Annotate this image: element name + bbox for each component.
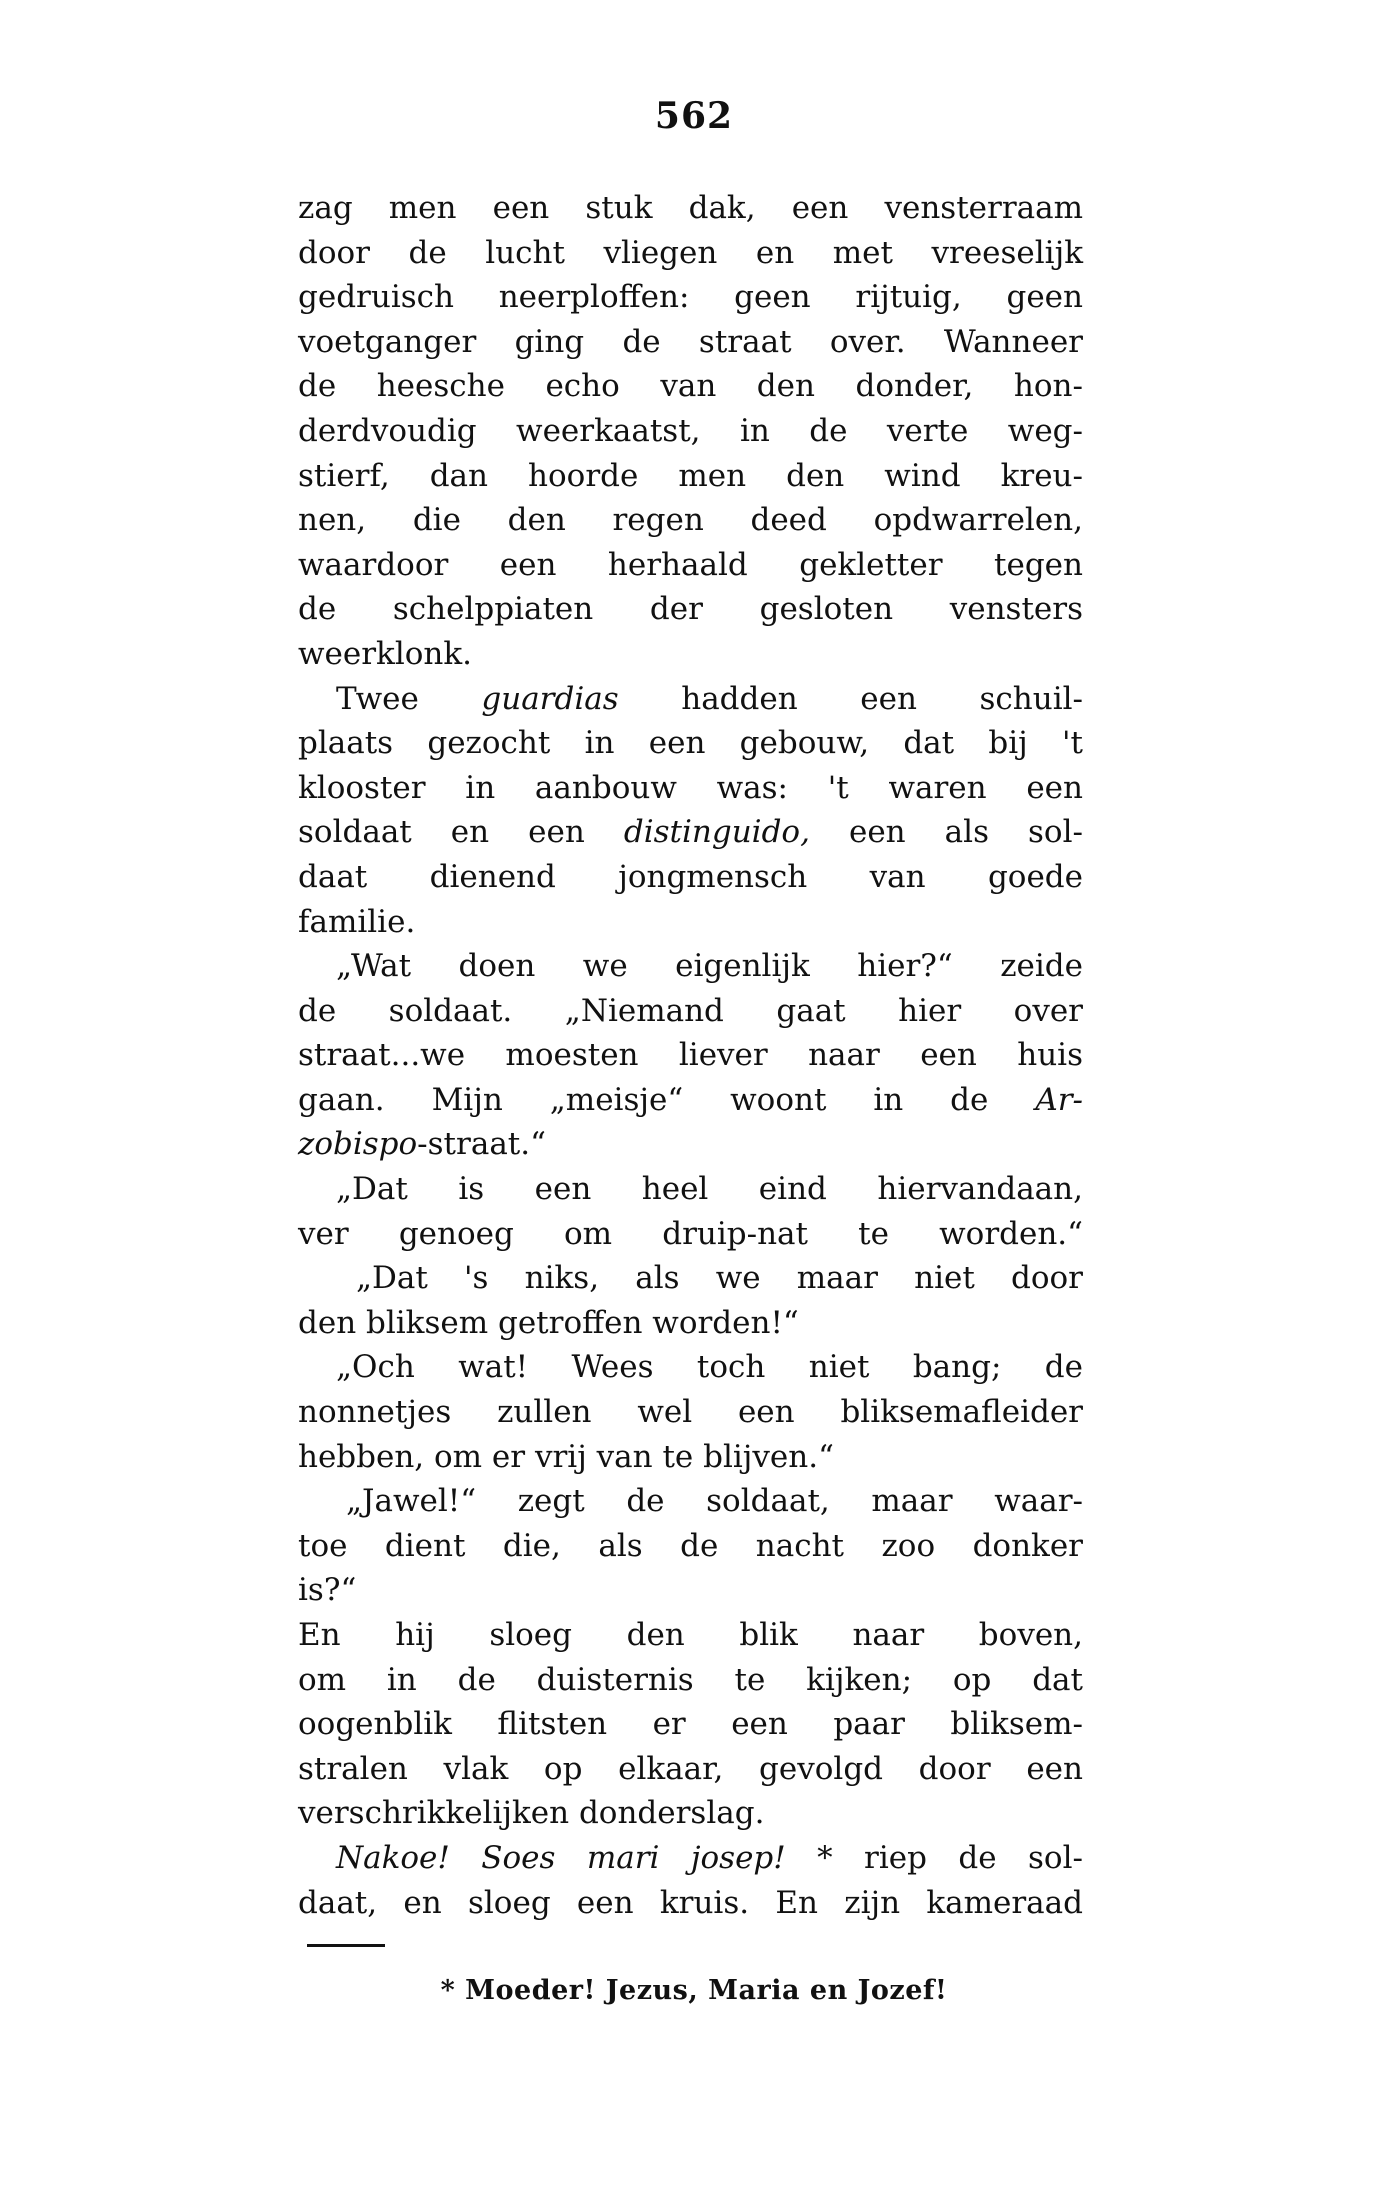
text-line: zag men een stuk dak, een vensterraam	[298, 190, 1083, 226]
text-line: ver genoeg om druip-nat te worden.“	[298, 1215, 1083, 1252]
body-text	[298, 186, 1083, 1925]
text-line: toe dient die, als de nacht zoo donker	[298, 1527, 1083, 1564]
text-line: klooster in aanbouw was: 't waren een	[298, 769, 1083, 806]
text-line: derdvoudig weerkaatst, in de verte weg-	[298, 412, 1083, 449]
footnote: * Moeder! Jezus, Maria en Jozef!	[440, 1975, 948, 2006]
text-line: weerklonk.	[298, 635, 473, 672]
text-line: gedruisch neerploffen: geen rijtuig, geen	[298, 279, 1083, 316]
text-line: „Dat is een heel eind hiervandaan,	[336, 1171, 1083, 1208]
text-line: de soldaat. „Niemand gaat hier over	[298, 992, 1083, 1029]
text-line: En hij sloeg den blik naar boven,	[298, 1617, 1083, 1653]
text-line: de heesche echo van den donder, hon-	[298, 368, 1083, 405]
text-line: zobispo-straat.“	[298, 1126, 546, 1163]
text-line: straat...we moesten liever naar een huis	[298, 1037, 1083, 1074]
text-line: nen, die den regen deed opdwarrelen,	[298, 502, 1083, 539]
text-line: Nakoe! Soes mari josep! * riep de sol-	[336, 1839, 1083, 1876]
text-line: „Wat doen we eigenlijk hier?“ zeide	[336, 948, 1083, 985]
text-line: verschrikkelijken donderslag.	[298, 1795, 765, 1832]
text-line: Twee guardias hadden een schuil-	[336, 680, 1084, 717]
italic-phrase: Nakoe! Soes mari josep!	[336, 1839, 786, 1876]
italic-phrase: zobispo	[298, 1126, 418, 1163]
text-line: om in de duisternis te kijken; op dat	[298, 1661, 1083, 1698]
text-line: familie.	[298, 903, 416, 940]
footnote-divider	[307, 1944, 385, 1947]
text-line: waardoor een herhaald gekletter tegen	[298, 546, 1083, 583]
text-line: gaan. Mijn „meisje“ woont in de Ar-	[298, 1081, 1083, 1118]
page-number: 562	[654, 95, 734, 137]
text-line: „Dat 's niks, als we maar niet door	[356, 1260, 1083, 1297]
text-line: stierf, dan hoorde men den wind kreu-	[298, 457, 1083, 494]
text-line: oogenblik flitsten er een paar bliksem-	[298, 1706, 1083, 1743]
text-line: „Jawel!“ zegt de soldaat, maar waar-	[346, 1483, 1083, 1520]
text-line: stralen vlak op elkaar, gevolgd door een	[298, 1750, 1083, 1787]
italic-phrase: distinguido,	[623, 814, 810, 851]
text-line: voetganger ging de straat over. Wanneer	[298, 323, 1083, 360]
text-line: de schelppiaten der gesloten vensters	[298, 591, 1083, 628]
text-line: „Och wat! Wees toch niet bang; de	[336, 1349, 1083, 1386]
text-line: daat dienend jongmensch van goede	[298, 858, 1083, 895]
text-line: hebben, om er vrij van te blijven.“	[298, 1438, 834, 1475]
text-line: door de lucht vliegen en met vreeselijk	[298, 234, 1083, 271]
text-line: daat, en sloeg een kruis. En zijn kameraad	[298, 1884, 1083, 1921]
text-line: nonnetjes zullen wel een bliksemafleider	[298, 1394, 1083, 1431]
italic-phrase: guardias	[481, 680, 619, 717]
text-line: den bliksem getroffen worden!“	[298, 1304, 799, 1341]
text-line: plaats gezocht in een gebouw, dat bij 't	[298, 725, 1083, 762]
text-line: is?“	[298, 1572, 357, 1609]
italic-phrase: Ar-	[1035, 1081, 1083, 1118]
text-line: soldaat en een distinguido, een als sol-	[298, 814, 1083, 851]
